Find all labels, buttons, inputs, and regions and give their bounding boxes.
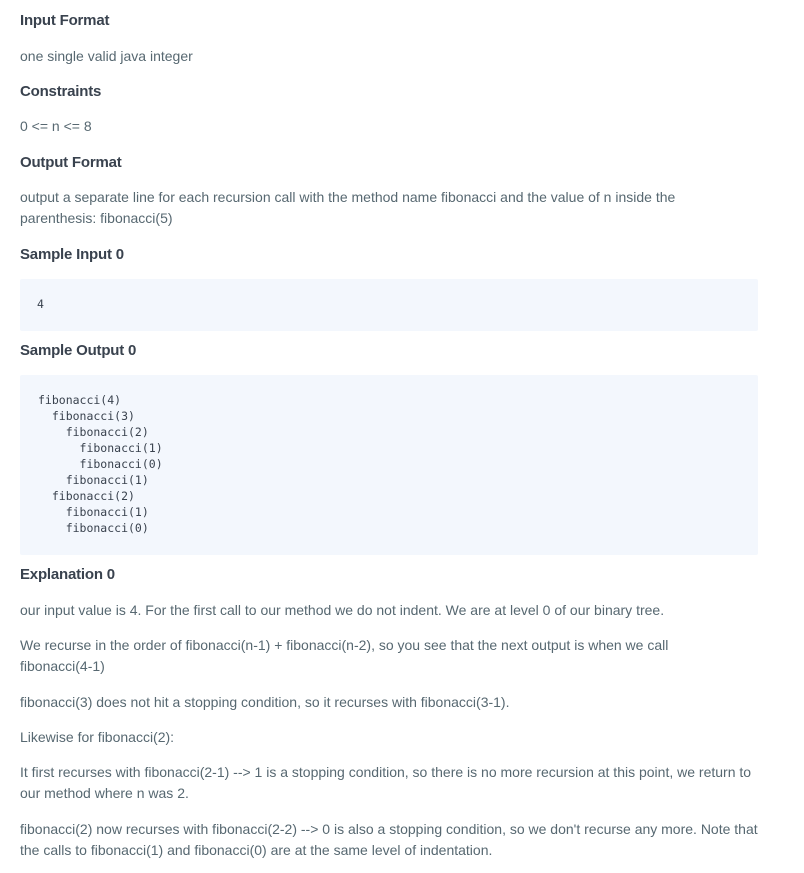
explanation-paragraph-5: It first recurses with fibonacci(2-1) --> 1 is a stopping condition, so there is no more recursion at this point, we return to our method where n was 2. (20, 764, 752, 801)
sample-output-codebox (20, 375, 758, 555)
input-format-heading: Input Format (20, 12, 110, 29)
explanation-paragraph-2: We recurse in the order of fibonacci(n-1) + fibonacci(n-2), so you see that the next output is when we call fibonacci(4-1) (20, 637, 669, 674)
constraints-heading: Constraints (20, 83, 102, 100)
constraints-text: 0 <= n <= 8 (20, 118, 92, 134)
sample-input-code: 4 (37, 297, 44, 311)
explanation-paragraph-3: fibonacci(3) does not hit a stopping condition, so it recurses with fibonacci(3-1). (20, 694, 510, 710)
explanation-paragraph-4: Likewise for fibonacci(2): (20, 729, 175, 745)
sample-input-codebox (20, 279, 758, 331)
explanation-heading: Explanation 0 (20, 566, 115, 583)
sample-input-heading: Sample Input 0 (20, 246, 124, 263)
explanation-paragraph-6: fibonacci(2) now recurses with fibonacci(2-2) --> 0 is also a stopping condition, so we don't recurse any more. Note that the calls to fibonacci(1) and fibonacci(0) are at the same level of indentation. (20, 821, 758, 858)
output-format-text: output a separate line for each recursion call with the method name fibonacci and the value of n inside the parenthesis: fibonacci(5) (20, 189, 676, 226)
sample-output-code: fibonacci(4) fibonacci(3) fibonacci(2) fibonacci(1) fibonacci(0) fibonacci(1) fibonacci(2) fibonacci(1) fibonacci(0) (38, 393, 163, 535)
explanation-paragraph-1: our input value is 4. For the first call to our method we do not indent. We are at level 0 of our binary tree. (20, 602, 665, 618)
sample-output-heading: Sample Output 0 (20, 342, 137, 359)
input-format-text: one single valid java integer (20, 48, 193, 64)
output-format-heading: Output Format (20, 154, 122, 171)
